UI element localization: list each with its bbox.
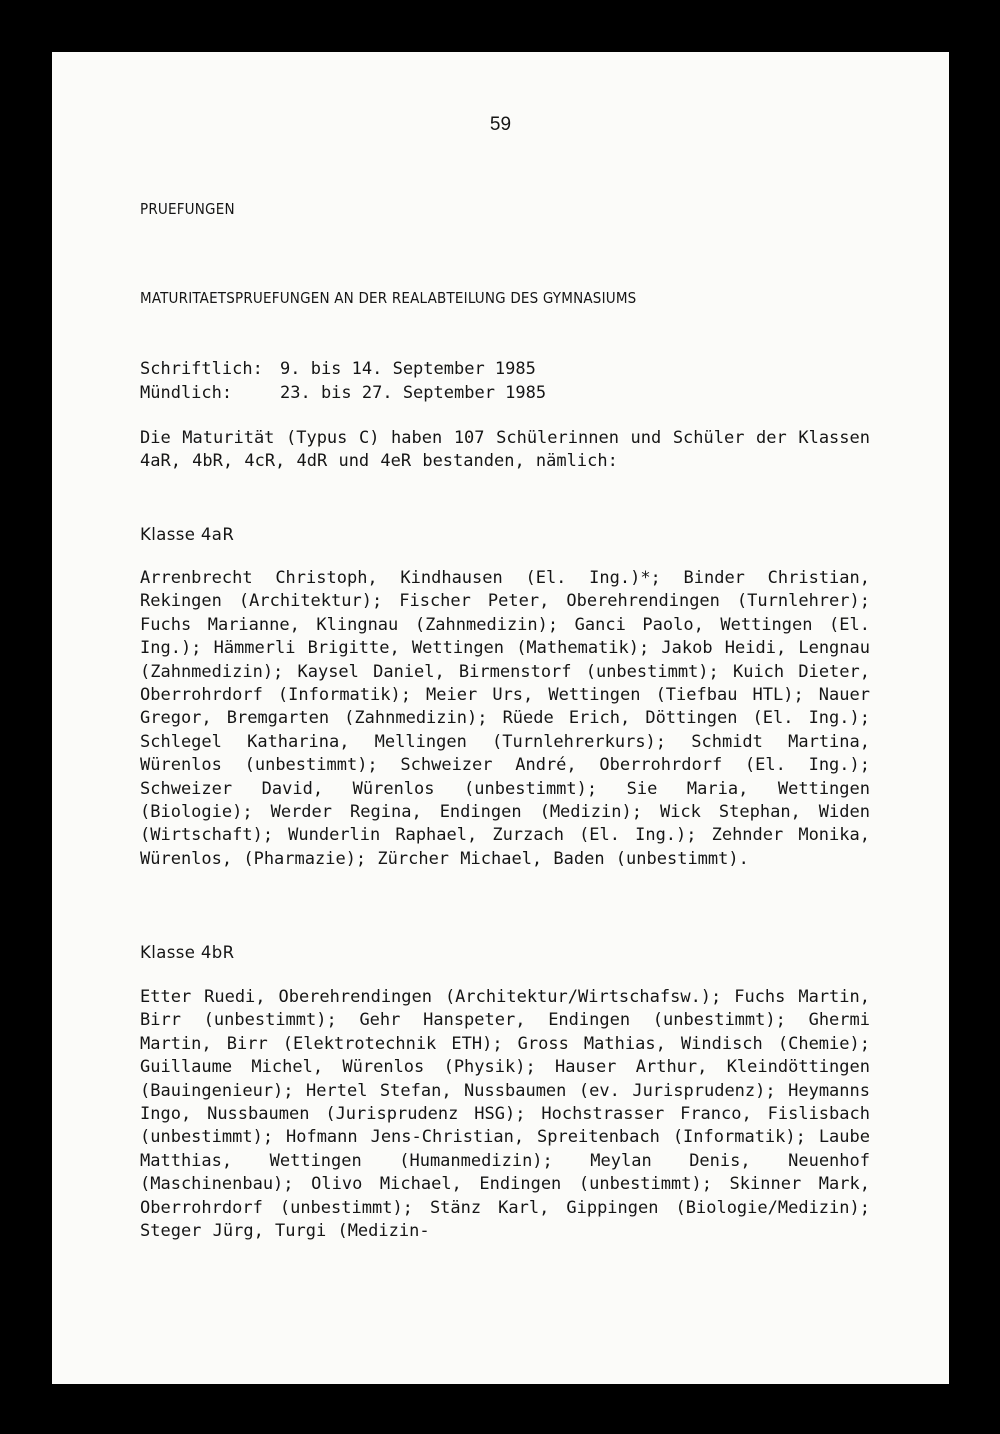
written-exam-label: Schriftlich: bbox=[140, 359, 263, 379]
class-list-4bR: Etter Ruedi, Oberehrendingen (Architektur/Wirtschafsw.); Fuchs Martin, Birr (unbestimmt); Gehr Hanspeter, Endingen (unbestimmt); Ghermi Martin, Birr (Elektrotechnik ETH); Gross Mathias, Windisch (Chemie); Guillaume Michel, Würenlos (Physik); Hauser Arthur, Kleindöttingen (Bauingenieur); Hertel Stefan, Nussbaumen (ev. Jurisprudenz); Heymanns Ingo, Nussbaumen (Jurisprudenz HSG); Hochstrasser Franco, Fislisbach (unbestimmt); Hofmann Jens-Christian, Spreitenbach (Informatik); Laube Matthias, Wettingen (Humanmedizin); Meylan Denis, Neuenhof (Maschinenbau); Olivo Michael, Endingen (unbestimmt); Skinner Mark, Oberrohrdorf (unbestimmt); Stänz Karl, Gippingen (Biologie/Medizin); Steger Jürg, Turgi (Medizin- bbox=[140, 987, 870, 1242]
section-title: PRUEFUNGEN bbox=[140, 200, 235, 218]
subsection-title: MATURITAETSPRUEFUNGEN AN DER REALABTEILUNG DES GYMNASIUMS bbox=[140, 289, 637, 307]
exam-dates bbox=[140, 358, 546, 405]
intro-paragraph: Die Maturität (Typus C) haben 107 Schülerinnen und Schüler der Klassen 4aR, 4bR, 4cR, 4dR und 4eR bestanden, nämlich: bbox=[140, 428, 870, 472]
oral-exam-label: Mündlich: bbox=[140, 382, 233, 403]
document-page bbox=[52, 52, 949, 1384]
page-number: 59 bbox=[489, 114, 512, 135]
class-title-4bR: Klasse 4bR bbox=[140, 943, 235, 962]
oral-exam-value: 23. bis 27. September 1985 bbox=[280, 382, 547, 403]
written-exam-value: 9. bis 14. September 1985 bbox=[280, 359, 536, 379]
class-title-4aR: Klasse 4aR bbox=[140, 525, 235, 544]
oral-exam-row bbox=[140, 382, 546, 406]
class-list-4aR: Arrenbrecht Christoph, Kindhausen (El. Ing.)*; Binder Christian, Rekingen (Architektur); Fischer Peter, Oberehrendingen (Turnlehrer); Fuchs Marianne, Klingnau (Zahnmedizin); Ganci Paolo, Wettingen (El. Ing.); Hämmerli Brigitte, Wettingen (Mathematik); Jakob Heidi, Lengnau (Zahnmedizin); Kaysel Daniel, Birmenstorf (unbestimmt); Kuich Dieter, Oberrohrdorf (Informatik); Meier Urs, Wettingen (Tiefbau HTL); Nauer Gregor, Bremgarten (Zahnmedizin); Rüede Erich, Döttingen (El. Ing.); Schlegel Katharina, Mellingen (Turnlehrerkurs); Schmidt Martina, Würenlos (unbestimmt); Schweizer André, Oberrohrdorf (El. Ing.); Schweizer David, Würenlos (unbestimmt); Sie Maria, Wettingen (Biologie); Werder Regina, Endingen (Medizin); Wick Stephan, Widen (Wirtschaft); Wunderlin Raphael, Zurzach (El. Ing.); Zehnder Monika, Würenlos, (Pharmazie); Zürcher Michael, Baden (unbestimmt). bbox=[140, 568, 870, 869]
written-exam-row bbox=[140, 358, 546, 382]
